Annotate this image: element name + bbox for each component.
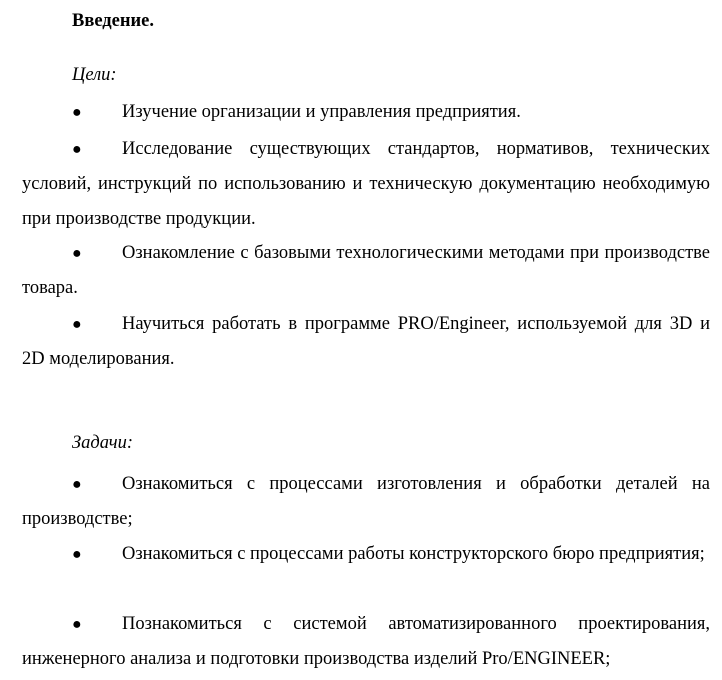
goal-item-4: Научиться работать в программе PRO/Engineer, используемой для 3D и 2D моделирования. xyxy=(22,314,710,369)
section-heading: Введение. xyxy=(72,11,155,31)
goal-item-1: Изучение организации и управления предприятия. xyxy=(122,102,521,122)
bullet-icon: ● xyxy=(72,476,82,493)
goals-label: Цели: xyxy=(72,65,117,85)
bullet-icon: ● xyxy=(72,141,82,158)
task-item-1: Ознакомиться с процессами изготовления и обработки деталей на производстве; xyxy=(22,474,710,529)
goal-item-3: Ознакомление с базовыми технологическими методами при производстве товара. xyxy=(22,243,710,298)
bullet-icon: ● xyxy=(72,616,82,633)
goal-item-2: Исследование существующих стандартов, нормативов, технических условий, инструкций по использованию и техническую документацию необходимую при производстве продукции. xyxy=(22,139,710,229)
tasks-label: Задачи: xyxy=(72,433,134,453)
bullet-icon: ● xyxy=(72,316,82,333)
task-item-2: Ознакомиться с процессами работы конструкторского бюро предприятия; xyxy=(122,544,705,564)
bullet-icon: ● xyxy=(72,546,82,563)
bullet-icon: ● xyxy=(72,104,82,121)
task-item-3: Познакомиться с системой автоматизированного проектирования, инженерного анализа и подготовки производства изделий Pro/ENGINEER; xyxy=(22,614,710,669)
bullet-icon: ● xyxy=(72,245,82,262)
